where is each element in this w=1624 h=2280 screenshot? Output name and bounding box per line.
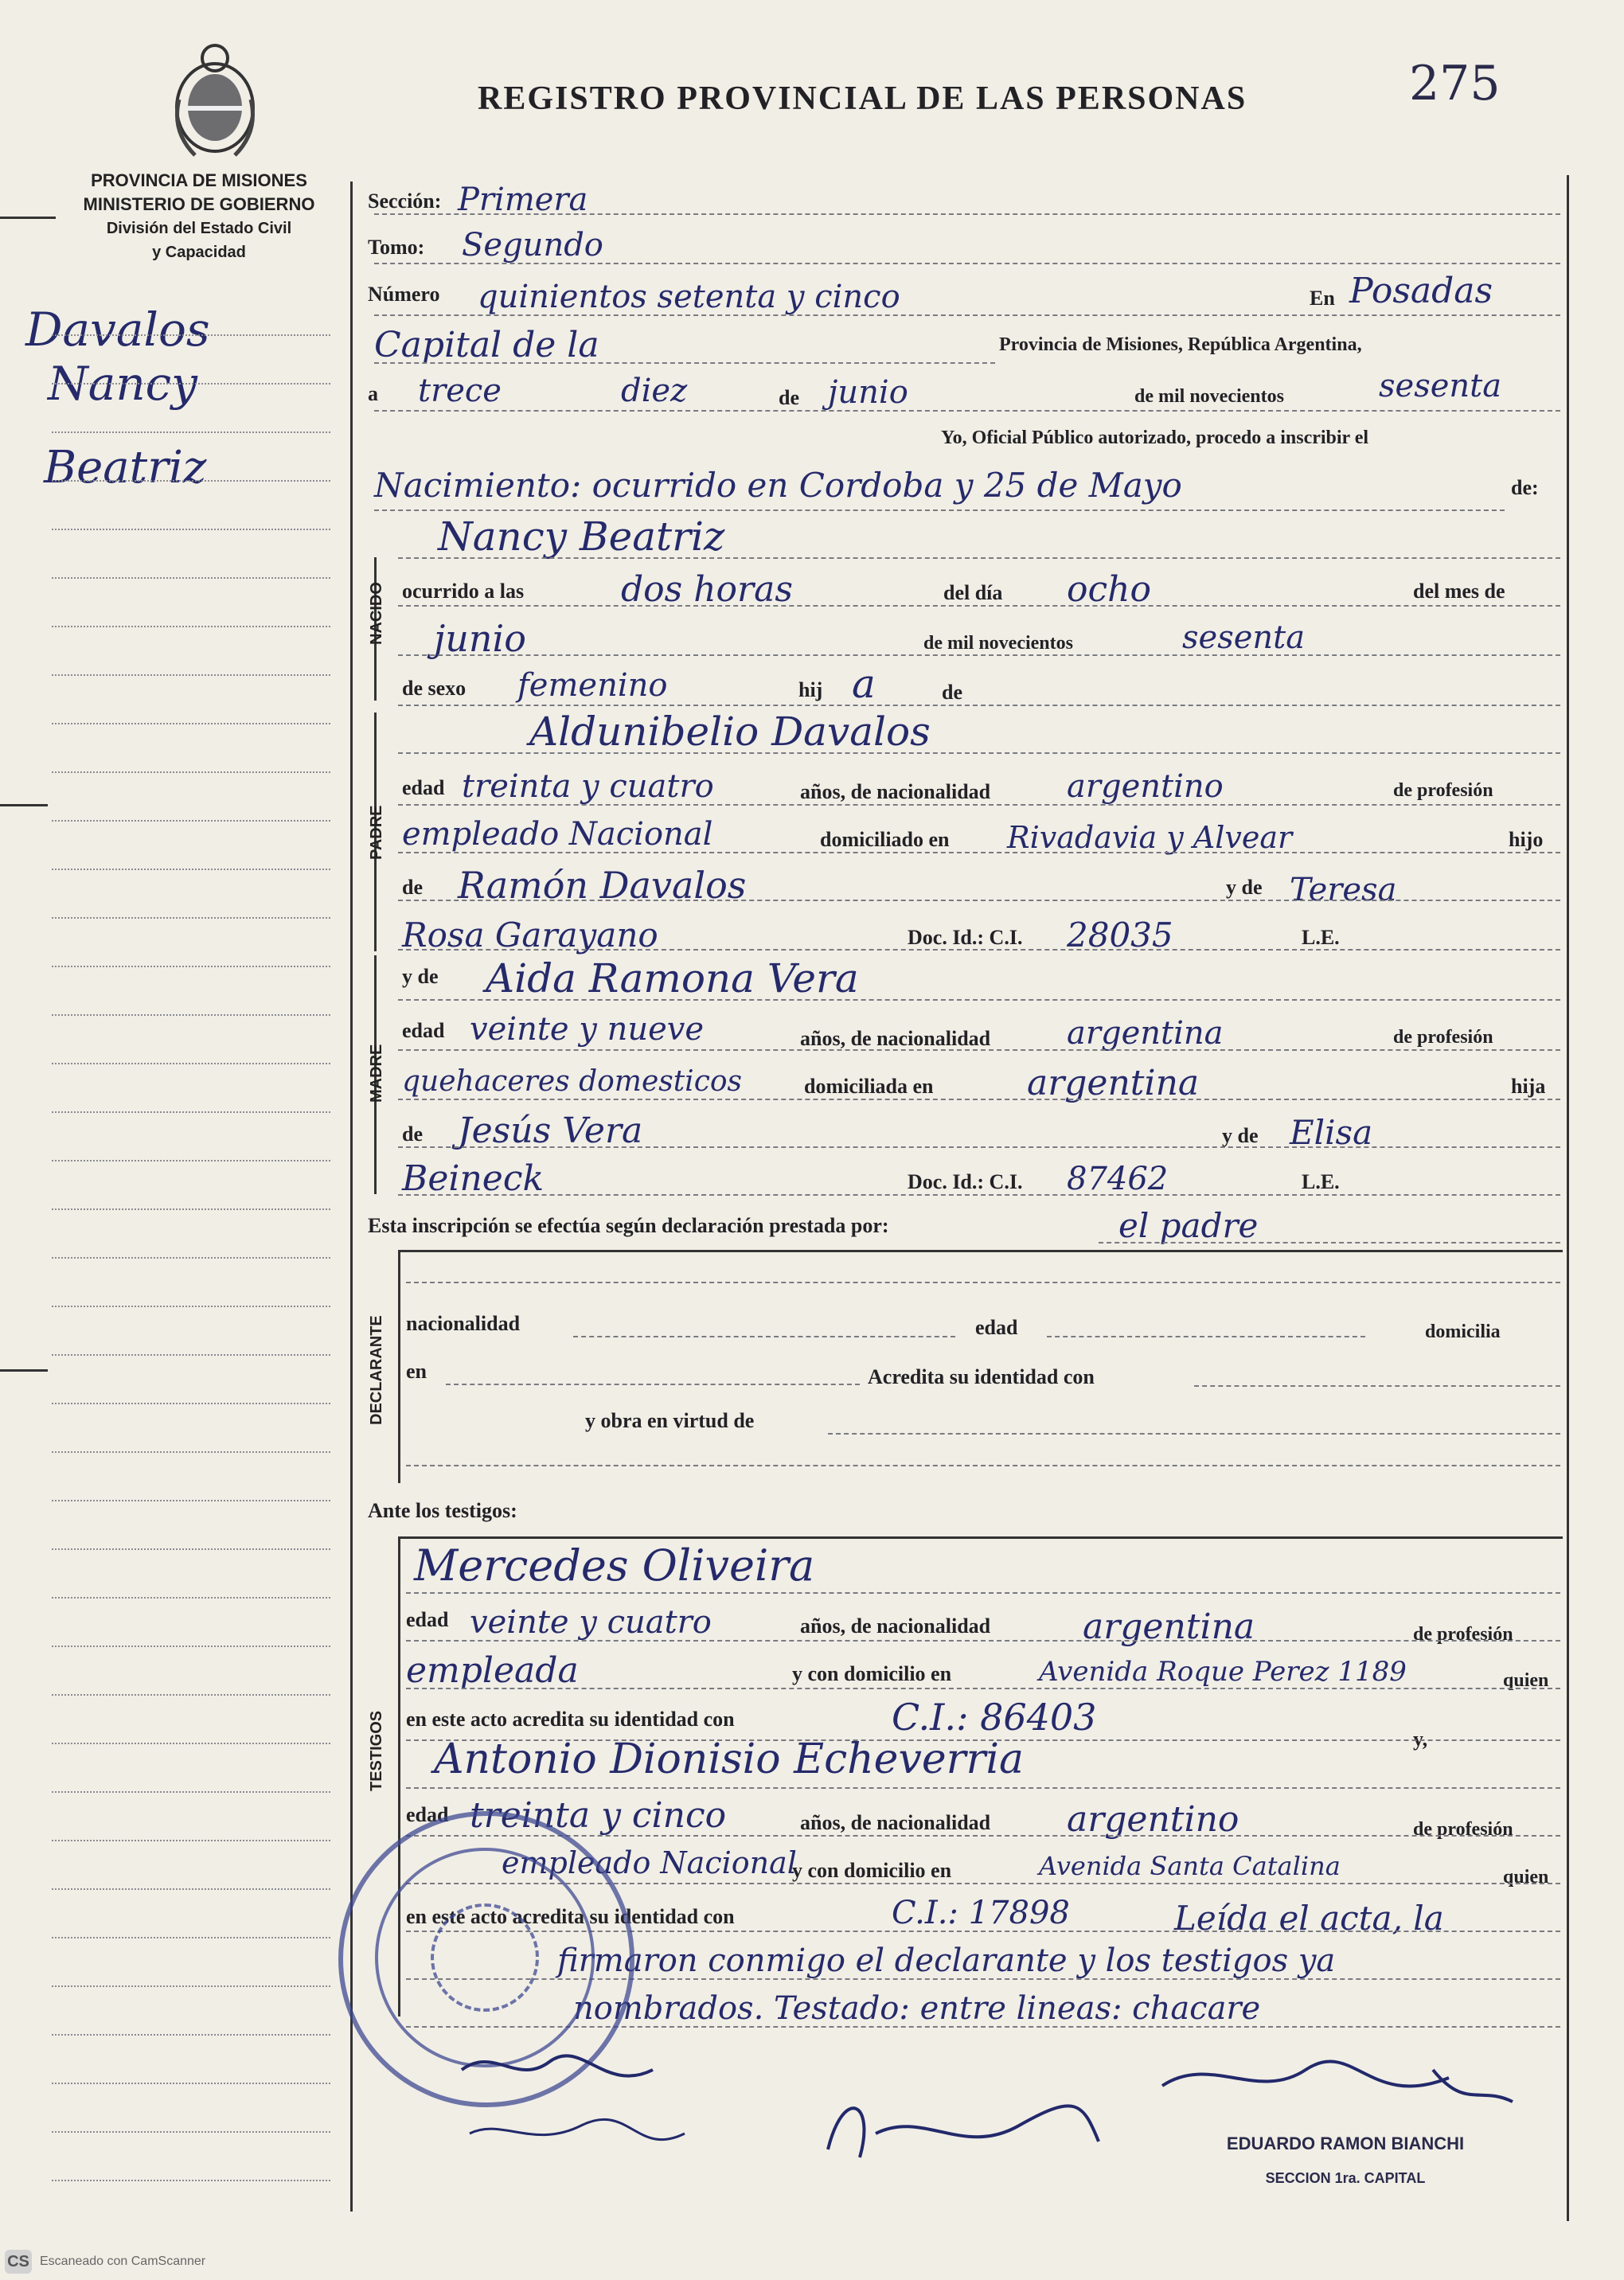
- margin-line: [52, 480, 330, 482]
- t1-dom: Avenida Roque Perez 1189: [1039, 1656, 1407, 1688]
- margin-line: [52, 1208, 330, 1210]
- margin-line: [52, 383, 330, 385]
- right-border: [1567, 175, 1569, 2221]
- coat-of-arms-icon: [163, 36, 267, 163]
- de-colon-label: de:: [1511, 476, 1539, 499]
- org-line-2: MINISTERIO DE GOBIERNO: [83, 194, 315, 214]
- margin-name-1: Nancy: [48, 357, 197, 411]
- margin-line: [52, 529, 330, 530]
- madre-dom: argentina: [1027, 1063, 1200, 1103]
- hij-value: a: [852, 661, 876, 707]
- madre-edad: veinte y nueve: [470, 1011, 705, 1048]
- section-padre: PADRE: [368, 805, 385, 860]
- org-line-1: PROVINCIA DE MISIONES: [91, 170, 307, 190]
- dia-ocho-value: ocho: [1067, 569, 1151, 610]
- t1-acredita-label: en este acto acredita su identidad con: [406, 1708, 735, 1731]
- mes-nac-value: junio: [434, 617, 526, 660]
- decl-obra-label: y obra en virtud de: [585, 1409, 755, 1432]
- section-testigos: TESTIGOS: [368, 1710, 385, 1791]
- padre-madre-2: Rosa Garayano: [402, 916, 658, 955]
- margin-line: [52, 2180, 330, 2181]
- de-mil-2-label: de mil novecientos: [923, 633, 1073, 654]
- y-label: y,: [1413, 1728, 1428, 1751]
- madre-name: Aida Ramona Vera: [486, 955, 859, 1001]
- de-2-label: de: [942, 681, 962, 704]
- t2-doc: C.I.: 17898: [892, 1895, 1070, 1931]
- domiciliada-label: domiciliada en: [804, 1075, 934, 1098]
- declarante-value: el padre: [1118, 1206, 1259, 1245]
- t1-domicilio-label: y con domicilio en: [792, 1662, 952, 1685]
- t2-anios-label: años, de nacionalidad: [800, 1811, 991, 1834]
- madre-yde-label: y de: [1222, 1124, 1259, 1147]
- mes-value: junio: [828, 374, 908, 411]
- padre-le-label: L.E.: [1302, 926, 1340, 949]
- anio-nac-value: sesenta: [1182, 619, 1306, 656]
- dia-value: trece: [418, 373, 502, 409]
- a-label: a: [368, 382, 378, 405]
- madre-le-label: L.E.: [1302, 1170, 1340, 1193]
- closing-line-2: firmaron conmigo el declarante y los testigos ya: [557, 1942, 1336, 1979]
- org-line-3: División del Estado Civil: [106, 220, 292, 237]
- hijo-label: hijo: [1509, 828, 1544, 851]
- t2-nac: argentino: [1067, 1799, 1239, 1840]
- margin-line: [52, 917, 330, 919]
- margin-line: [52, 2034, 330, 2036]
- oficial-text: Yo, Oficial Público autorizado, procedo a inscribir el: [941, 428, 1369, 448]
- t1-quien-label: quien: [1503, 1670, 1549, 1691]
- t1-edad-label: edad: [406, 1608, 449, 1631]
- madre-nac: argentina: [1067, 1015, 1224, 1052]
- padre-edad-label: edad: [402, 776, 445, 799]
- issuing-authority: [56, 169, 342, 264]
- official-stamp: [1162, 2134, 1528, 2187]
- margin-line: [52, 1014, 330, 1016]
- de-4-label: de: [402, 1122, 423, 1146]
- padre-prof: empleado Nacional: [402, 816, 713, 853]
- numero-value: quinientos setenta y cinco: [478, 279, 900, 315]
- madre-padre: Jesús Vera: [458, 1111, 643, 1151]
- t2-prof: empleado Nacional: [502, 1845, 797, 1880]
- acto-value: Nacimiento: ocurrido en Cordoba y 25 de Mayo: [374, 466, 1182, 505]
- tomo-value: Segundo: [462, 227, 603, 264]
- margin-line: [52, 1840, 330, 1841]
- t1-edad: veinte y cuatro: [470, 1604, 712, 1641]
- t1-nac: argentina: [1083, 1607, 1255, 1647]
- margin-line: [52, 2083, 330, 2084]
- margin-line: [52, 820, 330, 822]
- hija-label: hija: [1511, 1075, 1546, 1098]
- decl-en-label: en: [406, 1360, 427, 1383]
- yde-2-label: y de: [402, 965, 439, 988]
- margin-line: [52, 1743, 330, 1744]
- margin-line: [52, 626, 330, 627]
- t2-dom: Avenida Santa Catalina: [1039, 1851, 1341, 1881]
- decl-acredita-label: Acredita su identidad con: [868, 1365, 1095, 1388]
- seccion-label: Sección:: [368, 189, 442, 213]
- dia2-value: diez: [621, 373, 688, 409]
- madre-anios-label: años, de nacionalidad: [800, 1027, 991, 1050]
- padre-padre: Ramón Davalos: [458, 864, 747, 907]
- tomo-label: Tomo:: [368, 236, 425, 259]
- section-declarante: DECLARANTE: [368, 1315, 385, 1425]
- del-dia-label: del día: [943, 581, 1003, 604]
- margin-line: [52, 1063, 330, 1064]
- testigo-2-name: Antonio Dionisio Echeverria: [434, 1735, 1024, 1783]
- margin-line: [52, 1354, 330, 1356]
- official-name: EDUARDO RAMON BIANCHI: [1226, 2134, 1465, 2153]
- margin-line: [52, 1111, 330, 1113]
- t2-edad: treinta y cinco: [470, 1795, 727, 1836]
- margin-line: [52, 1160, 330, 1161]
- binding-mark: [0, 804, 48, 806]
- hij-label: hij: [798, 678, 823, 701]
- en-value: Posadas: [1349, 271, 1493, 311]
- t2-domicilio-label: y con domicilio en: [792, 1859, 952, 1882]
- margin-line: [52, 2131, 330, 2133]
- padre-dom: Rivadavia y Alvear: [1007, 820, 1293, 855]
- margin-line: [52, 771, 330, 773]
- page-title: REGISTRO PROVINCIAL DE LAS PERSONAS: [478, 80, 1247, 117]
- binding-mark: [0, 1369, 48, 1372]
- decl-edad-label: edad: [975, 1316, 1018, 1339]
- t2-edad-label: edad: [406, 1803, 449, 1826]
- en-label: En: [1310, 287, 1335, 310]
- margin-line: [52, 1306, 330, 1307]
- margin-line: [52, 1451, 330, 1453]
- margin-line: [52, 869, 330, 870]
- margin-line: [52, 1257, 330, 1259]
- t1-doc: C.I.: 86403: [892, 1696, 1097, 1739]
- margin-name-2: Beatriz: [44, 442, 207, 494]
- margin-line: [52, 1403, 330, 1404]
- de-mil-label: de mil novecientos: [1134, 386, 1284, 407]
- margin-line: [52, 1888, 330, 1890]
- margin-line: [52, 1985, 330, 1987]
- t2-acredita-label: en este acto acredita su identidad con: [406, 1905, 735, 1928]
- margin-line: [52, 431, 330, 433]
- section-madre: MADRE: [368, 1044, 385, 1103]
- padre-name: Aldunibelio Davalos: [529, 709, 931, 755]
- seccion-value: Primera: [458, 182, 588, 218]
- decl-nacionalidad-label: nacionalidad: [406, 1312, 521, 1335]
- anio-value: sesenta: [1379, 368, 1502, 404]
- padre-doc: 28035: [1067, 916, 1173, 955]
- madre-madre-1: Elisa: [1290, 1113, 1373, 1152]
- padre-edad: treinta y cuatro: [462, 768, 714, 805]
- signatures: [446, 2038, 1544, 2221]
- madre-profesion-label: de profesión: [1393, 1027, 1493, 1048]
- margin-line: [52, 1646, 330, 1647]
- decl-domicilia-label: domicilia: [1425, 1322, 1501, 1342]
- padre-madre-1: Teresa: [1290, 872, 1397, 908]
- camscanner-logo-icon: CS: [5, 2250, 32, 2274]
- madre-madre-2: Beineck: [402, 1158, 545, 1199]
- margin-surname: Davalos: [25, 303, 210, 357]
- padre-profesion-label: de profesión: [1393, 780, 1493, 801]
- binding-mark: [0, 217, 56, 219]
- t1-profesion-label: de profesión: [1413, 1624, 1513, 1645]
- testigo-1-name: Mercedes Oliveira: [414, 1540, 815, 1591]
- margin-line: [52, 1791, 330, 1793]
- hora-value: dos horas: [621, 569, 793, 610]
- numero-label: Número: [368, 283, 440, 306]
- scanner-watermark: Escaneado con CamScanner: [40, 2255, 206, 2268]
- margin-line: [52, 1597, 330, 1599]
- padre-anios-label: años, de nacionalidad: [800, 780, 991, 803]
- nombre-value: Nancy Beatriz: [438, 513, 725, 560]
- margin-line: [52, 1500, 330, 1501]
- margin-line: [52, 334, 330, 336]
- closing-line-1: Leída el acta, la: [1174, 1899, 1444, 1938]
- official-title: SECCION 1ra. CAPITAL: [1265, 2170, 1426, 2186]
- closing-line-3: nombrados. Testado: entre lineas: chacare: [573, 1990, 1261, 2027]
- org-line-4: y Capacidad: [152, 244, 246, 261]
- padre-yde-label: y de: [1226, 876, 1263, 899]
- madre-docid-label: Doc. Id.: C.I.: [908, 1170, 1023, 1193]
- del-mes-label: del mes de: [1413, 580, 1505, 603]
- capital-value: Capital de la: [374, 325, 599, 365]
- margin-line: [52, 674, 330, 676]
- inscripcion-text: Esta inscripción se efectúa según declaración prestada por:: [368, 1214, 889, 1237]
- padre-docid-label: Doc. Id.: C.I.: [908, 926, 1023, 949]
- madre-edad-label: edad: [402, 1019, 445, 1042]
- margin-line: [52, 577, 330, 579]
- margin-line: [52, 966, 330, 967]
- madre-prof: quehaceres domesticos: [402, 1065, 743, 1098]
- sexo-value: femenino: [517, 667, 668, 704]
- provincia-text: Provincia de Misiones, República Argentina,: [999, 334, 1362, 355]
- sexo-label: de sexo: [402, 677, 467, 700]
- testigos-label: Ante los testigos:: [368, 1499, 517, 1522]
- margin-line: [52, 1937, 330, 1938]
- t1-prof: empleada: [406, 1650, 579, 1691]
- t2-profesion-label: de profesión: [1413, 1819, 1513, 1840]
- margin-line: [52, 1694, 330, 1696]
- de-label: de: [779, 386, 799, 409]
- padre-domiciliado-label: domiciliado en: [820, 828, 950, 851]
- madre-doc: 87462: [1067, 1161, 1169, 1197]
- margin-line: [52, 1548, 330, 1550]
- margin-line: [52, 723, 330, 724]
- padre-nac: argentino: [1067, 768, 1224, 805]
- page-number: 275: [1409, 56, 1501, 111]
- section-nacido: NACIDO: [368, 582, 385, 645]
- t1-anios-label: años, de nacionalidad: [800, 1614, 991, 1638]
- ocurrido-label: ocurrido a las: [402, 580, 525, 603]
- t2-quien-label: quien: [1503, 1867, 1549, 1888]
- de-3-label: de: [402, 876, 423, 899]
